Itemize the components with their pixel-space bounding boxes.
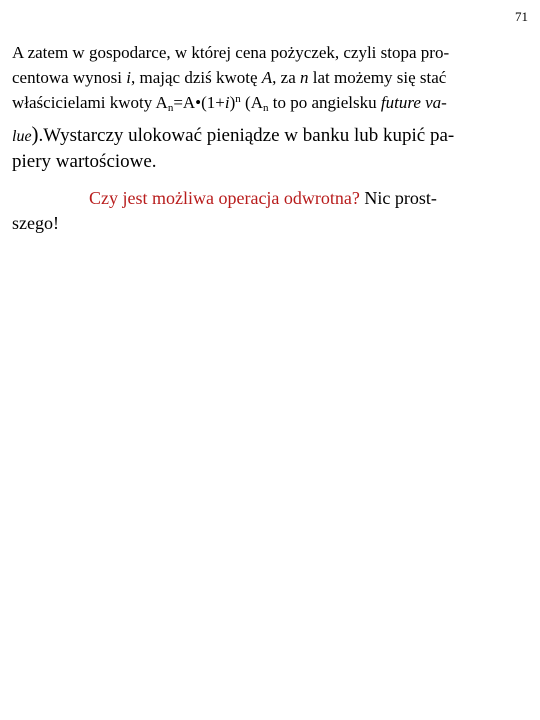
text-span: .Wystarczy ulokować pieniądze w banku lub kupić pa-	[38, 125, 455, 146]
variable-n: n	[300, 68, 309, 87]
paragraph-line-1	[12, 44, 449, 61]
paragraph-line-5	[12, 152, 157, 171]
variable-i: i	[126, 68, 131, 87]
text-span: właścicielami kwoty A	[12, 93, 168, 112]
subscript-n: n	[167, 102, 174, 114]
page-number: 71	[515, 9, 528, 24]
text-span: , za	[272, 68, 300, 87]
text-span: to po angielsku	[268, 93, 381, 112]
text-span: szego!	[12, 213, 59, 233]
text-span: A zatem w gospodarce, w której cena pożyczek, czyli stopa pro-	[12, 43, 450, 62]
text-span: lat możemy się stać	[308, 68, 447, 87]
term-future-value-end: lue	[12, 128, 32, 145]
text-span: Nic prost-	[359, 188, 437, 208]
paragraph2-line-1	[89, 189, 437, 207]
paragraph-line-2	[12, 69, 446, 86]
question-text: Czy jest możliwa operacja odwrotna?	[89, 188, 360, 208]
paragraph2-line-2	[12, 214, 59, 232]
text-span: (A	[240, 93, 263, 112]
subscript-n: n	[263, 102, 269, 114]
formula-span: =A•(1+	[173, 93, 225, 112]
superscript-n: n	[235, 93, 241, 105]
text-span: centowa wynosi	[12, 68, 127, 87]
formula-span: )	[229, 93, 236, 112]
text-span: piery wartościowe.	[12, 151, 157, 172]
text-span: , mając dziś kwotę	[131, 68, 262, 87]
variable-i: i	[224, 93, 230, 112]
term-future-value: future va-	[380, 93, 447, 112]
closing-paren: )	[31, 122, 39, 146]
paragraph-line-3	[12, 94, 447, 114]
variable-A: A	[261, 68, 273, 87]
paragraph-line-4	[12, 124, 454, 145]
